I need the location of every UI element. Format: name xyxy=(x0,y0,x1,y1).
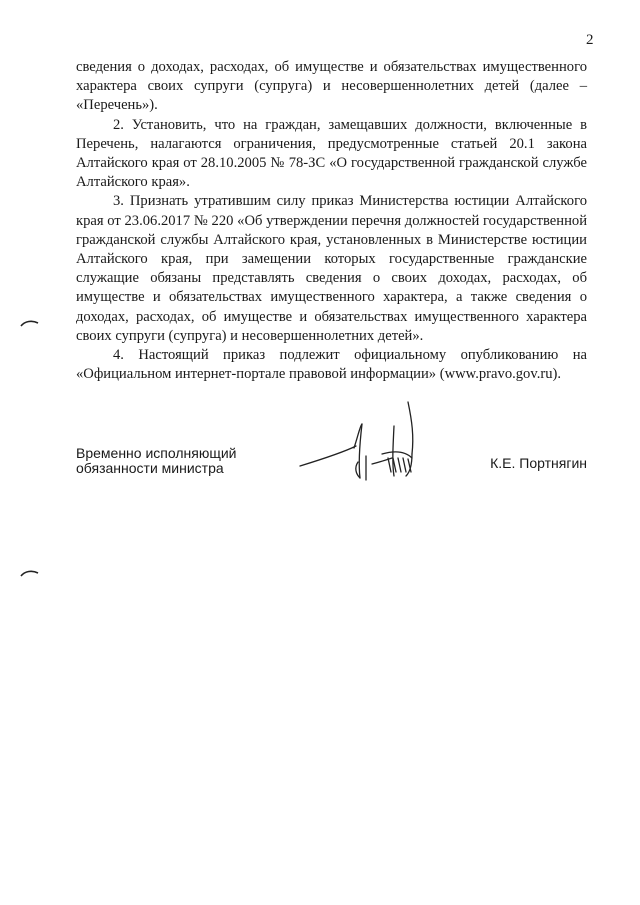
margin-tick-mark xyxy=(20,568,40,578)
margin-tick-mark xyxy=(20,318,40,328)
signer-title-line2: обязанности министра xyxy=(76,460,224,476)
page-number: 2 xyxy=(586,32,594,48)
signer-name: К.Е. Портнягин xyxy=(490,455,587,471)
signer-title xyxy=(76,446,276,476)
paragraph-2: 2. Установить, что на граждан, замещавших должности, включенные в Перечень, налагаются ограничения, предусмотренные статьей 20.1 закона Алтайского края от 28.10.2005 № 78-ЗС «О государственной гражданской службе Алтайского края». xyxy=(76,116,587,191)
paragraph-4: 4. Настоящий приказ подлежит официальному опубликованию на «Официальном интернет-портале правовой информации» (www.pravo.gov.ru). xyxy=(76,347,587,383)
signer-title-line1: Временно исполняющий xyxy=(76,445,237,461)
handwritten-signature xyxy=(296,396,456,491)
document-body xyxy=(76,58,587,384)
signature-block xyxy=(76,446,587,506)
paragraph-continuation: сведения о доходах, расходах, об имуществе и обязательствах имущественного характера своих супруги (супруга) и несовершеннолетних детей (далее – «Перечень»). xyxy=(76,59,587,114)
paragraph-3: 3. Признать утратившим силу приказ Министерства юстиции Алтайского края от 23.06.2017 № 220 «Об утверждении перечня должностей государственной гражданской службы Алтайского края, установленных в Министерстве юстиции Алтайского края, при замещении которых государственные гражданские служащие обязаны представлять сведения о своих доходах, расходах, об имуществе и обязательствах имущественного характера, а также сведения о доходах, расходах, об имуществе и обязательствах имущественного характера своих супруги (супруга) и несовершеннолетних детей». xyxy=(76,193,587,344)
